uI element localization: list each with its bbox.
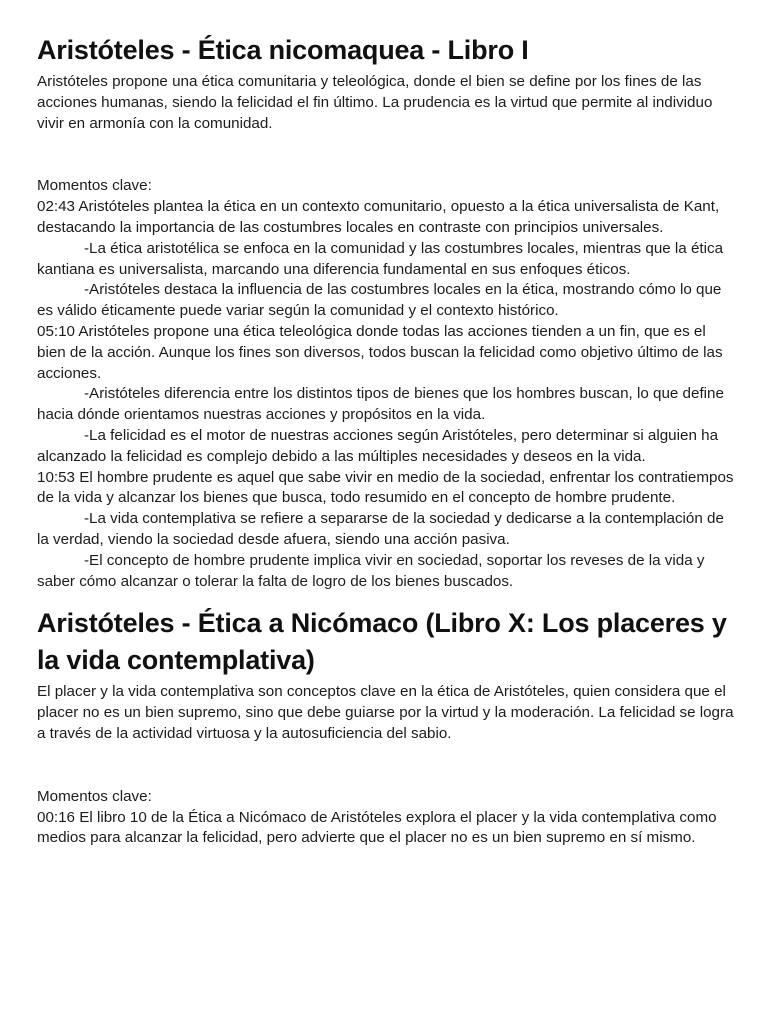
moment-entry: 00:16 El libro 10 de la Ética a Nicómaco de Aristóteles explora el placer y la vida contemplativa como medios para alcanzar la felicidad, pero advierte que el placer no es un bien supremo en sí mismo. [37,808,717,847]
moment-subpoint: -La felicidad es el motor de nuestras acciones según Aristóteles, pero determinar si alguien ha alcanzado la felicidad es complejo debido a las múltiples necesidades y deseos en la vida. [37,426,719,465]
moment-subpoint: -La ética aristotélica se enfoca en la comunidad y las costumbres locales, mientras que la ética kantiana es universalista, marcando una diferencia fundamental en sus enfoques éticos. [37,239,724,278]
section-title: Aristóteles - Ética nicomaquea - Libro I [37,35,529,65]
moment-subpoint: -La vida contemplativa se refiere a separarse de la sociedad y dedicarse a la contemplación de la verdad, viendo la sociedad desde afuera, siendo una acción pasiva. [37,510,724,548]
moment-entry: 10:53 El hombre prudente es aquel que sabe vivir en medio de la sociedad, enfrentar los contratiempos de la vida y alcanzar los bienes que busca, todo resumido en el concepto de hombre prudente. [37,468,734,507]
spacer [37,134,737,176]
moment-subpoint: -El concepto de hombre prudente implica vivir en sociedad, soportar los reveses de la vida y saber cómo alcanzar o tolerar la falta de logro de los bienes buscados. [37,551,705,590]
moment-entry: 05:10 Aristóteles propone una ética teleológica donde todas las acciones tienden a un fin, que es el bien de la acción. Aunque los fines son diversos, todos buscan la felicidad como objetivo último de las acciones. [37,322,723,382]
key-moments-label: Momentos clave: [37,177,152,195]
section-libro-x [37,605,737,849]
section-summary: Aristóteles propone una ética comunitaria y teleológica, donde el bien se define por los fines de las acciones humanas, siendo la felicidad el fin último. La prudencia es la virtud que permite al individuo vivir en armonía con la comunidad. [37,73,713,132]
key-moments-label: Momentos clave: [37,787,152,805]
section-summary: El placer y la vida contemplativa son conceptos clave en la ética de Aristóteles, quien considera que el placer no es un bien supremo, sino que debe guiarse por la virtud y la moderación. La felicidad se logra a través de la actividad virtuosa y la autosuficiencia del sabio. [37,683,734,742]
section-libro-i [37,32,737,592]
section-title: Aristóteles - Ética a Nicómaco (Libro X: Los placeres y la vida contemplativa) [37,608,727,676]
key-moments [37,787,737,849]
moment-subpoint: -Aristóteles diferencia entre los distintos tipos de bienes que los hombres buscan, lo que define hacia dónde orientamos nuestras acciones y propósitos en la vida. [37,385,724,424]
moment-subpoint: -Aristóteles destaca la influencia de las costumbres locales en la ética, mostrando cómo lo que es válido éticamente puede variar según la comunidad y el contexto histórico. [37,281,722,320]
moment-entry: 02:43 Aristóteles plantea la ética en un contexto comunitario, opuesto a la ética universalista de Kant, destacando la importancia de las costumbres locales en contraste con principios universales. [37,198,720,236]
document-page [37,32,737,849]
spacer [37,745,737,787]
key-moments [37,176,737,592]
